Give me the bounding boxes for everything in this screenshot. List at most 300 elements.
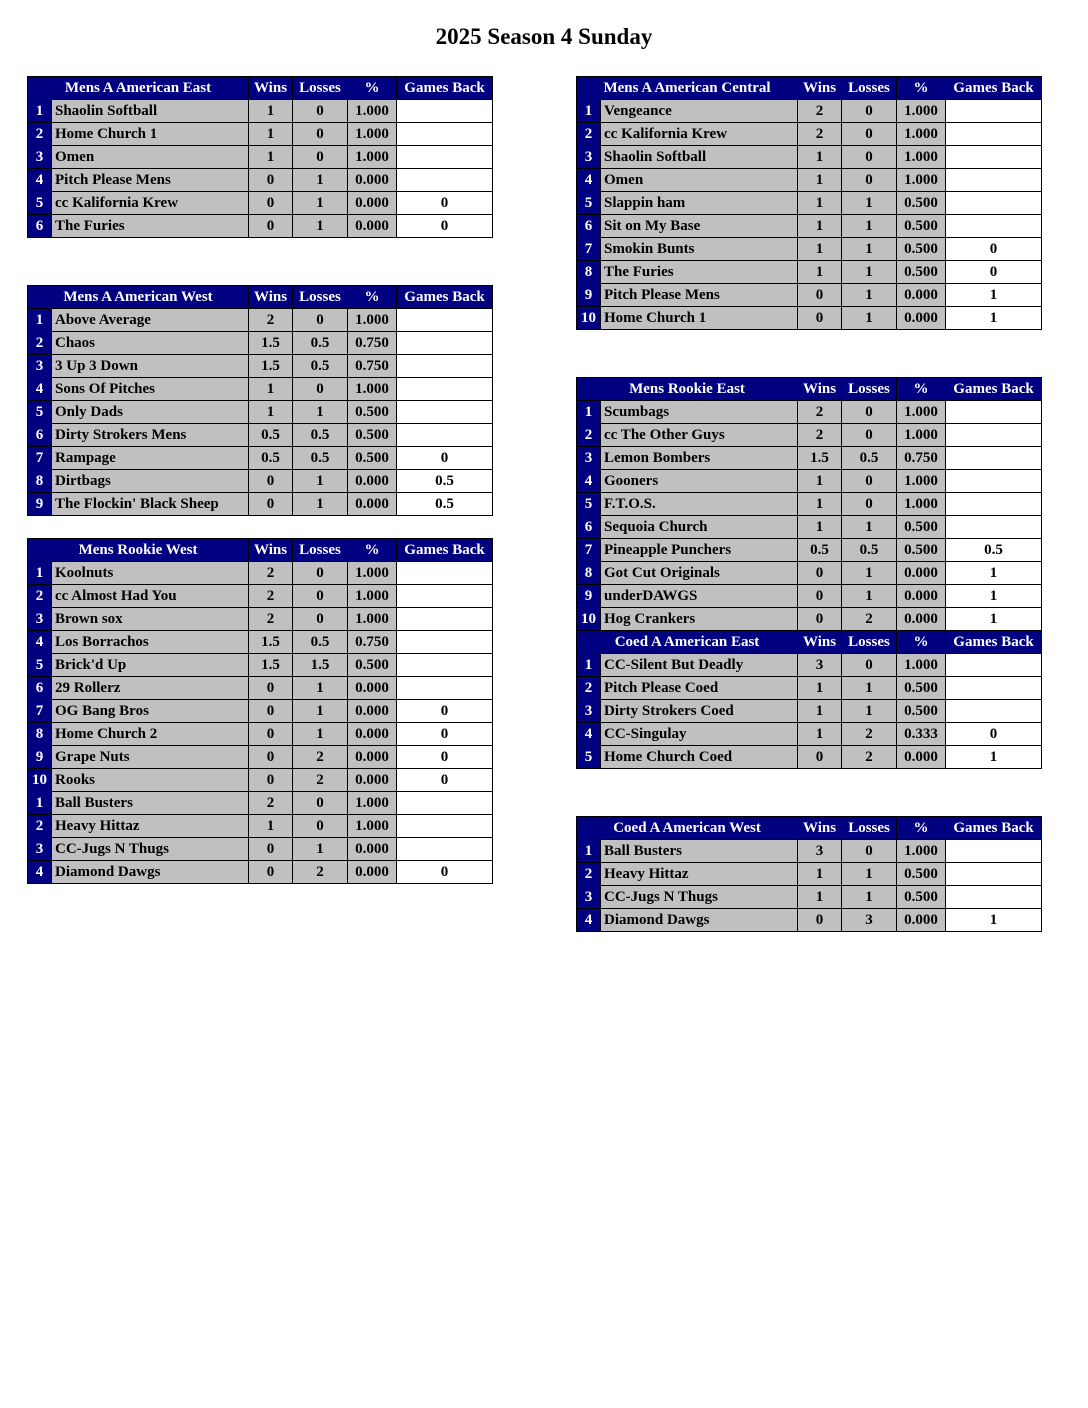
team-name: Pitch Please Coed — [601, 677, 798, 700]
wins-value: 1 — [249, 100, 293, 123]
wins-value: 1 — [798, 700, 842, 723]
losses-value: 1 — [842, 284, 897, 307]
games-back-value: 0.5 — [397, 470, 493, 493]
losses-value: 3 — [842, 909, 897, 932]
rank-cell: 1 — [577, 654, 601, 677]
wins-value: 0 — [249, 192, 293, 215]
rank-cell: 1 — [28, 309, 52, 332]
losses-value: 1 — [293, 838, 348, 861]
team-name: Pineapple Punchers — [601, 539, 798, 562]
games-back-value — [946, 447, 1042, 470]
games-back-value — [397, 424, 493, 447]
standings-table-grid — [576, 377, 1042, 631]
table-row — [28, 608, 493, 631]
table-row — [28, 309, 493, 332]
pct-value: 1.000 — [348, 815, 397, 838]
losses-value: 1 — [293, 192, 348, 215]
losses-value: 1.5 — [293, 654, 348, 677]
rank-cell: 9 — [28, 746, 52, 769]
games-back-value — [946, 863, 1042, 886]
pct-value: 0.750 — [897, 447, 946, 470]
table-row — [28, 700, 493, 723]
table-title: Coed A American West — [577, 817, 798, 840]
rank-cell: 7 — [577, 539, 601, 562]
table-row — [577, 284, 1042, 307]
pct-value: 0.500 — [897, 886, 946, 909]
rank-cell: 6 — [577, 215, 601, 238]
table-title: Coed A American East — [577, 631, 798, 654]
wins-value: 0 — [249, 169, 293, 192]
rank-cell: 4 — [577, 723, 601, 746]
table-row — [577, 401, 1042, 424]
table-row — [28, 562, 493, 585]
team-name: cc Kalifornia Krew — [601, 123, 798, 146]
standings-table — [27, 76, 493, 238]
column-header-wins: Wins — [798, 631, 842, 654]
losses-value: 0.5 — [293, 332, 348, 355]
table-title: Mens A American East — [28, 77, 249, 100]
losses-value: 1 — [293, 215, 348, 238]
games-back-value — [397, 332, 493, 355]
team-name: OG Bang Bros — [52, 700, 249, 723]
column-header-wins: Wins — [798, 77, 842, 100]
losses-value: 0 — [293, 100, 348, 123]
team-name: cc Almost Had You — [52, 585, 249, 608]
games-back-value — [397, 378, 493, 401]
table-row — [28, 332, 493, 355]
team-name: The Furies — [601, 261, 798, 284]
team-name: Pitch Please Mens — [52, 169, 249, 192]
pct-value: 0.000 — [348, 838, 397, 861]
table-row — [577, 192, 1042, 215]
wins-value: 0 — [798, 608, 842, 631]
games-back-value — [397, 562, 493, 585]
wins-value: 2 — [249, 309, 293, 332]
team-name: Gooners — [601, 470, 798, 493]
wins-value: 0.5 — [249, 447, 293, 470]
table-row — [28, 401, 493, 424]
column-header-losses: Losses — [842, 77, 897, 100]
losses-value: 1 — [293, 401, 348, 424]
team-name: Ball Busters — [601, 840, 798, 863]
column-header-wins: Wins — [249, 539, 293, 562]
table-row — [577, 100, 1042, 123]
games-back-value — [397, 146, 493, 169]
wins-value: 2 — [798, 401, 842, 424]
table-row — [28, 769, 493, 792]
table-row — [28, 838, 493, 861]
losses-value: 0.5 — [293, 355, 348, 378]
losses-value: 0 — [842, 493, 897, 516]
wins-value: 2 — [249, 585, 293, 608]
wins-value: 0 — [249, 861, 293, 884]
team-name: Brown sox — [52, 608, 249, 631]
pct-value: 1.000 — [348, 146, 397, 169]
wins-value: 1 — [249, 401, 293, 424]
wins-value: 3 — [798, 840, 842, 863]
right-column — [576, 76, 1042, 932]
pct-value: 0.000 — [348, 746, 397, 769]
games-back-value: 0 — [397, 215, 493, 238]
rank-cell: 2 — [28, 123, 52, 146]
losses-value: 0 — [293, 562, 348, 585]
wins-value: 0 — [798, 284, 842, 307]
rank-cell: 10 — [28, 769, 52, 792]
table-row — [28, 654, 493, 677]
wins-value: 1 — [798, 146, 842, 169]
standings-table-grid — [576, 76, 1042, 330]
wins-value: 1 — [249, 146, 293, 169]
games-back-value: 0.5 — [946, 539, 1042, 562]
pct-value: 1.000 — [348, 378, 397, 401]
pct-value: 0.000 — [348, 723, 397, 746]
column-header-wins: Wins — [798, 378, 842, 401]
games-back-value — [397, 631, 493, 654]
standings-table — [576, 630, 1042, 769]
team-name: CC-Jugs N Thugs — [52, 838, 249, 861]
wins-value: 1 — [798, 516, 842, 539]
wins-value: 1 — [249, 815, 293, 838]
games-back-value — [397, 401, 493, 424]
wins-value: 1 — [798, 470, 842, 493]
team-name: Lemon Bombers — [601, 447, 798, 470]
column-header-wins: Wins — [249, 286, 293, 309]
table-row — [577, 723, 1042, 746]
column-header-losses: Losses — [842, 631, 897, 654]
column-header-games_back: Games Back — [397, 77, 493, 100]
games-back-value — [946, 677, 1042, 700]
games-back-value — [946, 886, 1042, 909]
pct-value: 1.000 — [348, 608, 397, 631]
rank-cell: 5 — [577, 746, 601, 769]
wins-value: 0 — [249, 746, 293, 769]
standings-table — [576, 377, 1042, 631]
table-title: Mens A American West — [28, 286, 249, 309]
team-name: Ball Busters — [52, 792, 249, 815]
table-row — [577, 886, 1042, 909]
table-row — [28, 815, 493, 838]
pct-value: 0.000 — [348, 493, 397, 516]
losses-value: 2 — [842, 608, 897, 631]
losses-value: 2 — [293, 861, 348, 884]
pct-value: 1.000 — [897, 470, 946, 493]
games-back-value — [946, 840, 1042, 863]
games-back-value: 0 — [397, 192, 493, 215]
standings-table-grid — [27, 285, 493, 516]
losses-value: 1 — [842, 238, 897, 261]
wins-value: 0.5 — [249, 424, 293, 447]
pct-value: 0.500 — [348, 447, 397, 470]
standings-table-grid — [27, 538, 493, 884]
team-name: Sit on My Base — [601, 215, 798, 238]
wins-value: 1 — [798, 261, 842, 284]
rank-cell: 4 — [28, 378, 52, 401]
table-row — [577, 654, 1042, 677]
standings-columns — [0, 76, 1088, 932]
wins-value: 0 — [798, 746, 842, 769]
games-back-value — [946, 424, 1042, 447]
team-name: CC-Jugs N Thugs — [601, 886, 798, 909]
column-header-losses: Losses — [842, 817, 897, 840]
team-name: Slappin ham — [601, 192, 798, 215]
team-name: Heavy Hittaz — [52, 815, 249, 838]
column-header-games_back: Games Back — [397, 539, 493, 562]
table-row — [577, 261, 1042, 284]
table-row — [577, 746, 1042, 769]
wins-value: 2 — [249, 562, 293, 585]
rank-cell: 2 — [577, 123, 601, 146]
games-back-value: 1 — [946, 307, 1042, 330]
losses-value: 1 — [842, 585, 897, 608]
games-back-value: 0 — [946, 238, 1042, 261]
table-row — [577, 307, 1042, 330]
rank-cell: 3 — [577, 700, 601, 723]
table-row — [28, 493, 493, 516]
losses-value: 0 — [293, 309, 348, 332]
pct-value: 0.500 — [348, 654, 397, 677]
team-name: CC-Singulay — [601, 723, 798, 746]
rank-cell: 8 — [577, 261, 601, 284]
table-row — [577, 562, 1042, 585]
table-row — [577, 238, 1042, 261]
rank-cell: 9 — [577, 585, 601, 608]
wins-value: 0 — [798, 585, 842, 608]
team-name: CC-Silent But Deadly — [601, 654, 798, 677]
rank-cell: 2 — [28, 332, 52, 355]
rank-cell: 1 — [577, 100, 601, 123]
pct-value: 1.000 — [348, 123, 397, 146]
losses-value: 1 — [293, 723, 348, 746]
pct-value: 0.000 — [348, 677, 397, 700]
pct-value: 1.000 — [897, 424, 946, 447]
losses-value: 0 — [842, 169, 897, 192]
losses-value: 1 — [293, 493, 348, 516]
column-header-pct: % — [897, 817, 946, 840]
losses-value: 2 — [293, 769, 348, 792]
games-back-value — [397, 585, 493, 608]
team-name: 29 Rollerz — [52, 677, 249, 700]
table-header-row — [577, 631, 1042, 654]
standings-table-grid — [27, 76, 493, 238]
wins-value: 1.5 — [798, 447, 842, 470]
rank-cell: 4 — [28, 631, 52, 654]
table-header-row — [577, 378, 1042, 401]
games-back-value: 1 — [946, 585, 1042, 608]
pct-value: 0.000 — [348, 169, 397, 192]
pct-value: 0.000 — [897, 562, 946, 585]
rank-cell: 3 — [577, 886, 601, 909]
games-back-value — [397, 792, 493, 815]
rank-cell: 2 — [28, 815, 52, 838]
wins-value: 2 — [249, 792, 293, 815]
team-name: F.T.O.S. — [601, 493, 798, 516]
rank-cell: 3 — [577, 146, 601, 169]
table-row — [577, 447, 1042, 470]
wins-value: 2 — [798, 100, 842, 123]
losses-value: 1 — [842, 215, 897, 238]
rank-cell: 9 — [28, 493, 52, 516]
losses-value: 0.5 — [293, 631, 348, 654]
table-row — [28, 378, 493, 401]
games-back-value: 0 — [397, 746, 493, 769]
table-row — [28, 146, 493, 169]
team-name: Sons Of Pitches — [52, 378, 249, 401]
table-row — [577, 677, 1042, 700]
games-back-value — [946, 654, 1042, 677]
team-name: Home Church 1 — [601, 307, 798, 330]
table-title: Mens Rookie West — [28, 539, 249, 562]
rank-cell: 3 — [28, 355, 52, 378]
column-header-pct: % — [348, 286, 397, 309]
pct-value: 0.500 — [897, 192, 946, 215]
wins-value: 0 — [249, 493, 293, 516]
table-row — [28, 746, 493, 769]
table-row — [28, 677, 493, 700]
wins-value: 2 — [798, 123, 842, 146]
losses-value: 1 — [842, 700, 897, 723]
wins-value: 3 — [798, 654, 842, 677]
table-row — [577, 840, 1042, 863]
wins-value: 1 — [798, 886, 842, 909]
losses-value: 0.5 — [842, 539, 897, 562]
rank-cell: 6 — [577, 516, 601, 539]
table-row — [577, 493, 1042, 516]
wins-value: 1.5 — [249, 332, 293, 355]
team-name: Heavy Hittaz — [601, 863, 798, 886]
pct-value: 1.000 — [897, 401, 946, 424]
rank-cell: 8 — [28, 470, 52, 493]
column-header-losses: Losses — [293, 77, 348, 100]
rank-cell: 1 — [28, 792, 52, 815]
losses-value: 1 — [842, 677, 897, 700]
wins-value: 1.5 — [249, 654, 293, 677]
wins-value: 1 — [798, 215, 842, 238]
table-header-row — [28, 77, 493, 100]
rank-cell: 8 — [28, 723, 52, 746]
pct-value: 0.500 — [348, 424, 397, 447]
wins-value: 1 — [798, 723, 842, 746]
losses-value: 1 — [293, 470, 348, 493]
table-row — [577, 585, 1042, 608]
games-back-value — [397, 169, 493, 192]
rank-cell: 1 — [28, 100, 52, 123]
column-header-games_back: Games Back — [946, 631, 1042, 654]
wins-value: 2 — [249, 608, 293, 631]
games-back-value — [946, 123, 1042, 146]
team-name: Diamond Dawgs — [601, 909, 798, 932]
pct-value: 1.000 — [348, 309, 397, 332]
games-back-value — [397, 123, 493, 146]
games-back-value: 1 — [946, 284, 1042, 307]
games-back-value — [946, 700, 1042, 723]
losses-value: 1 — [842, 307, 897, 330]
wins-value: 1.5 — [249, 355, 293, 378]
table-row — [28, 631, 493, 654]
pct-value: 0.500 — [897, 215, 946, 238]
losses-value: 0 — [842, 123, 897, 146]
losses-value: 2 — [842, 723, 897, 746]
pct-value: 0.000 — [897, 284, 946, 307]
games-back-value — [397, 654, 493, 677]
team-name: Hog Crankers — [601, 608, 798, 631]
losses-value: 1 — [842, 886, 897, 909]
table-row — [28, 723, 493, 746]
team-name: Rooks — [52, 769, 249, 792]
rank-cell: 5 — [577, 493, 601, 516]
wins-value: 0 — [249, 769, 293, 792]
team-name: Shaolin Softball — [52, 100, 249, 123]
rank-cell: 3 — [28, 146, 52, 169]
wins-value: 1 — [798, 169, 842, 192]
team-name: cc The Other Guys — [601, 424, 798, 447]
pct-value: 1.000 — [897, 146, 946, 169]
games-back-value — [946, 516, 1042, 539]
pct-value: 0.000 — [897, 909, 946, 932]
rank-cell: 3 — [577, 447, 601, 470]
pct-value: 0.500 — [348, 401, 397, 424]
team-name: underDAWGS — [601, 585, 798, 608]
games-back-value: 0.5 — [397, 493, 493, 516]
column-header-losses: Losses — [293, 539, 348, 562]
pct-value: 1.000 — [348, 585, 397, 608]
table-row — [28, 447, 493, 470]
table-row — [577, 424, 1042, 447]
standings-table — [27, 285, 493, 516]
losses-value: 0 — [293, 146, 348, 169]
games-back-value — [397, 100, 493, 123]
losses-value: 0.5 — [293, 424, 348, 447]
team-name: Home Church 2 — [52, 723, 249, 746]
column-header-wins: Wins — [798, 817, 842, 840]
column-header-games_back: Games Back — [946, 817, 1042, 840]
losses-value: 0 — [842, 470, 897, 493]
table-header-row — [577, 817, 1042, 840]
column-header-pct: % — [348, 539, 397, 562]
standings-table — [27, 538, 493, 884]
team-name: Koolnuts — [52, 562, 249, 585]
team-name: Home Church 1 — [52, 123, 249, 146]
rank-cell: 4 — [577, 169, 601, 192]
wins-value: 0 — [249, 700, 293, 723]
team-name: Rampage — [52, 447, 249, 470]
table-row — [28, 355, 493, 378]
table-title: Mens A American Central — [577, 77, 798, 100]
losses-value: 0 — [842, 654, 897, 677]
games-back-value: 1 — [946, 746, 1042, 769]
losses-value: 2 — [842, 746, 897, 769]
team-name: Dirtbags — [52, 470, 249, 493]
wins-value: 0 — [249, 723, 293, 746]
table-row — [577, 470, 1042, 493]
rank-cell: 7 — [577, 238, 601, 261]
rank-cell: 10 — [577, 307, 601, 330]
pct-value: 1.000 — [897, 840, 946, 863]
table-row — [28, 861, 493, 884]
wins-value: 1 — [249, 378, 293, 401]
losses-value: 1 — [293, 677, 348, 700]
table-row — [28, 424, 493, 447]
team-name: Los Borrachos — [52, 631, 249, 654]
rank-cell: 1 — [577, 401, 601, 424]
games-back-value: 1 — [946, 562, 1042, 585]
games-back-value — [946, 146, 1042, 169]
pct-value: 0.000 — [348, 700, 397, 723]
column-header-games_back: Games Back — [946, 378, 1042, 401]
table-row — [577, 863, 1042, 886]
table-row — [577, 215, 1042, 238]
games-back-value — [946, 192, 1042, 215]
rank-cell: 2 — [28, 585, 52, 608]
